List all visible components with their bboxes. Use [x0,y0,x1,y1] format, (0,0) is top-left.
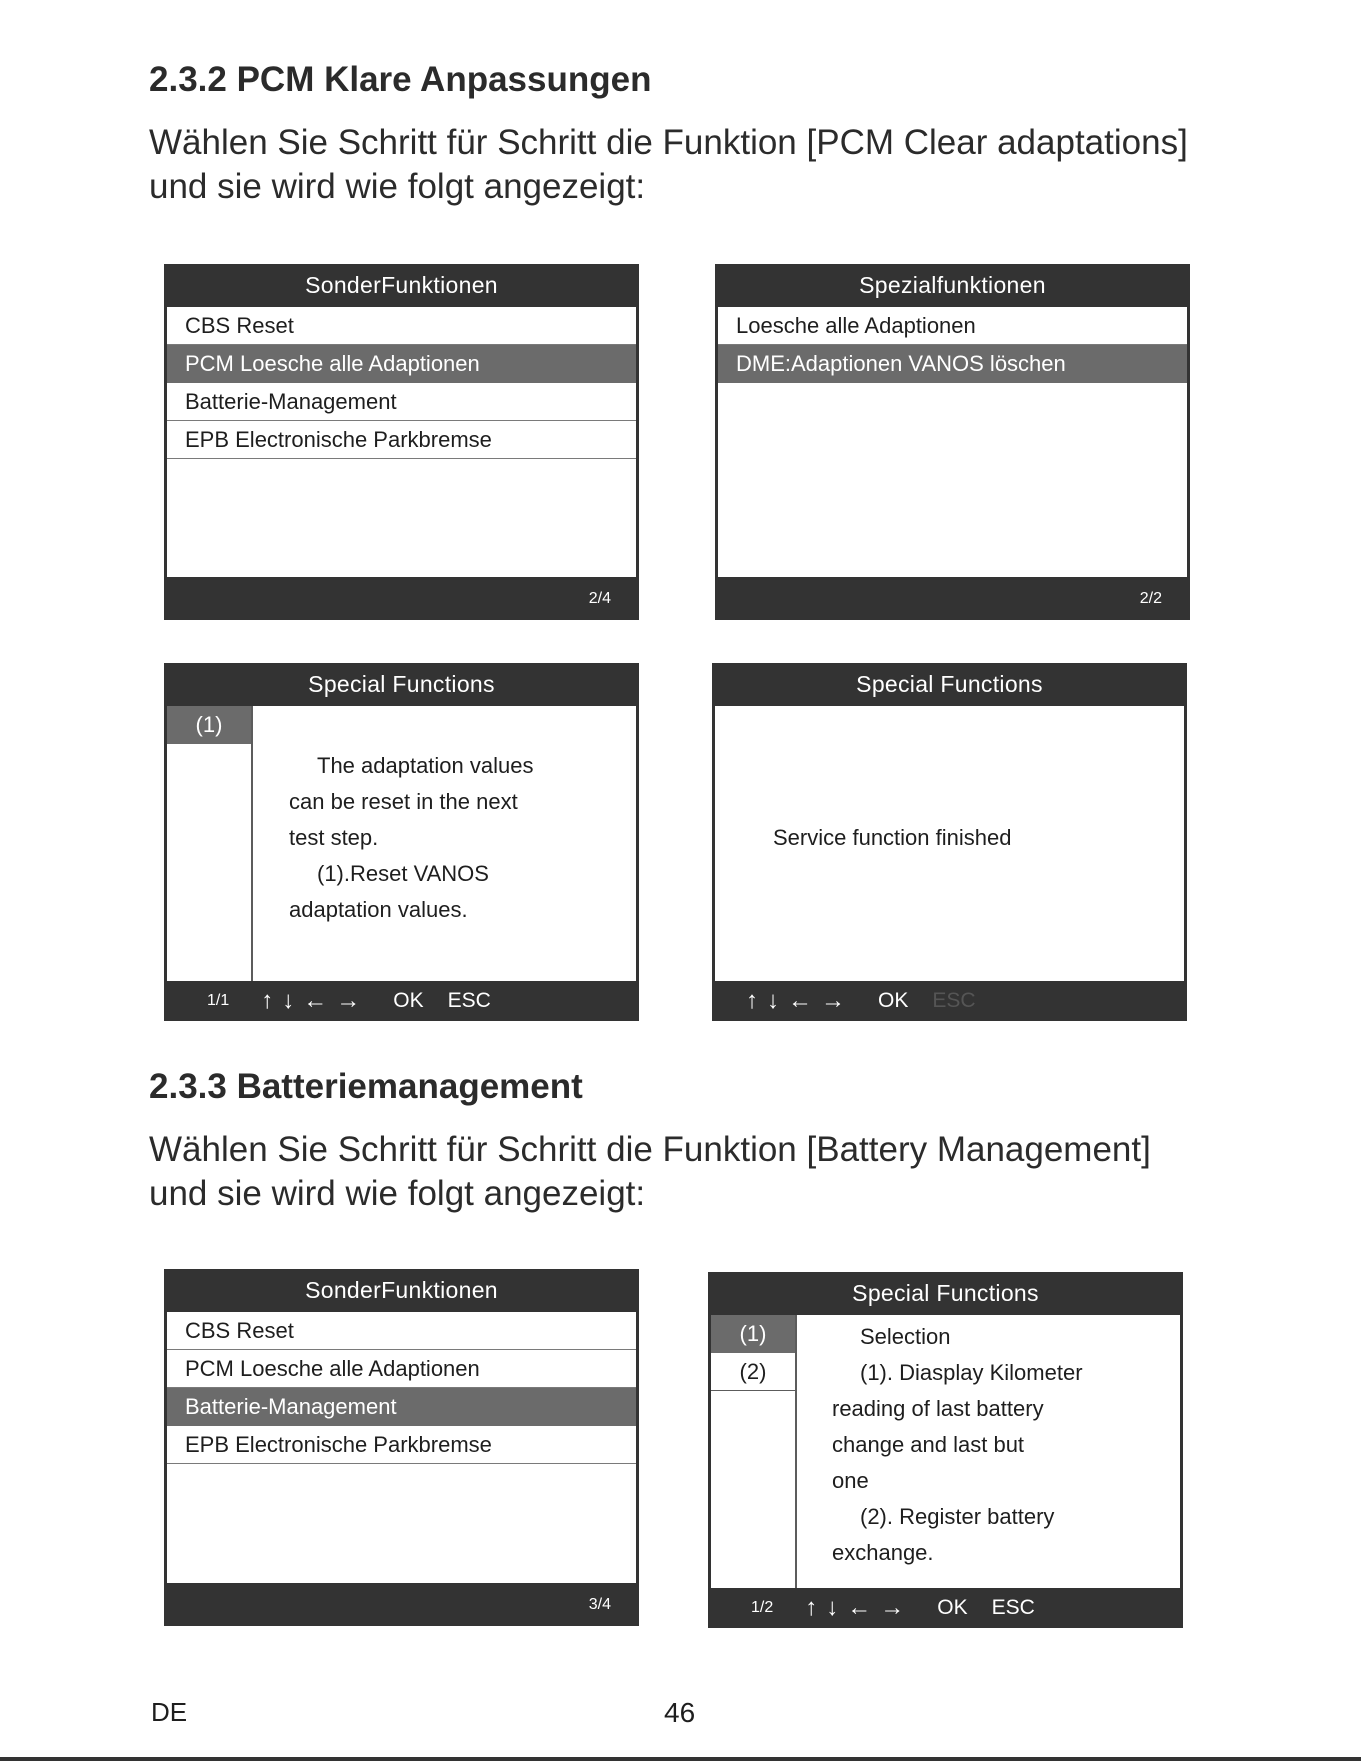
screen-body [167,307,636,577]
message-line: reading of last battery [832,1396,1044,1421]
bottom-divider [0,1757,1361,1761]
section-heading-battery: 2.3.3 Batteriemanagement [149,1067,583,1106]
screen-body [167,1312,636,1583]
ok-button[interactable]: OK [393,989,424,1012]
option-1[interactable]: (1) [167,706,251,744]
message-line: (2). Register battery [860,1504,1055,1529]
menu-item-pcm-clear[interactable]: PCM Loesche alle Adaptionen [167,1350,636,1388]
option-1[interactable]: (1) [711,1315,795,1353]
ok-button[interactable]: OK [878,989,909,1012]
section-intro-battery [149,1128,1151,1216]
screen-title: Spezialfunktionen [859,272,1046,298]
section-intro-pcm [149,121,1188,209]
message-text [832,1319,1083,1571]
page-indicator: 2/2 [1139,590,1162,607]
page-indicator: 1/2 [751,1599,774,1616]
esc-button[interactable]: ESC [932,989,976,1012]
message-line: exchange. [832,1540,934,1565]
screen-body [167,706,636,981]
page-number: 46 [664,1697,696,1728]
screen-body [718,307,1187,577]
screen-footer [164,580,639,620]
screen-title: SonderFunktionen [305,1277,498,1303]
arrow-up-icon[interactable]: ↑ [746,987,758,1014]
menu-item-clear-all-adaptations[interactable]: Loesche alle Adaptionen [718,307,1187,345]
menu-item-cbs-reset[interactable]: CBS Reset [167,307,636,345]
page-indicator: 3/4 [588,1596,611,1613]
message-line: (1).Reset VANOS [317,861,489,886]
screen-body [715,706,1184,981]
screen-footer [164,1586,639,1626]
arrow-right-icon[interactable]: → [821,987,845,1014]
option-2[interactable]: (2) [711,1353,795,1391]
esc-button[interactable]: ESC [447,989,491,1012]
arrow-up-icon[interactable]: ↑ [261,987,274,1014]
arrow-left-icon[interactable]: ← [847,1594,872,1621]
ok-button[interactable]: OK [937,1596,968,1619]
screen-title: SonderFunktionen [305,272,498,298]
menu-item-pcm-clear[interactable]: PCM Loesche alle Adaptionen [167,345,636,383]
nav-controls [746,981,976,1021]
screen-footer [164,981,639,1021]
page-indicator: 1/1 [207,992,230,1009]
message-line: test step. [289,825,379,850]
screen-title: Special Functions [308,671,495,697]
nav-controls [207,981,491,1021]
intro-line: Wählen Sie Schritt für Schritt die Funktion [Battery Management] [149,1130,1151,1169]
menu-item-epb[interactable]: EPB Electronische Parkbremse [167,1426,636,1464]
screen-sonderfunktionen-pcm [164,264,639,620]
option-column [711,1315,797,1588]
screen-special-functions-battery [708,1272,1183,1628]
message-line: can be reset in the next [289,789,518,814]
intro-line: und sie wird wie folgt angezeigt: [149,1174,646,1213]
arrow-right-icon[interactable]: → [880,1594,905,1621]
screen-footer [712,981,1187,1021]
arrow-left-icon[interactable]: ← [303,987,328,1014]
message-text [289,748,534,928]
arrow-up-icon[interactable]: ↑ [805,1594,818,1621]
message-text [773,820,1011,856]
message-line: (1). Diasplay Kilometer [860,1360,1083,1385]
page-indicator: 2/4 [588,590,611,607]
screen-sonderfunktionen-battery [164,1269,639,1626]
screen-body [711,1315,1180,1588]
screen-title: Special Functions [856,671,1043,697]
screen-footer [715,580,1190,620]
language-label: DE [151,1697,188,1727]
arrow-left-icon[interactable]: ← [788,987,812,1014]
esc-button[interactable]: ESC [991,1596,1035,1619]
message-line: one [832,1468,869,1493]
menu-item-epb[interactable]: EPB Electronische Parkbremse [167,421,636,459]
option-column [167,706,253,981]
menu-item-battery-management[interactable]: Batterie-Management [167,383,636,421]
arrow-right-icon[interactable]: → [336,987,361,1014]
message-line: change and last but [832,1432,1025,1457]
section-heading-pcm: 2.3.2 PCM Klare Anpassungen [149,60,652,99]
menu-item-battery-management[interactable]: Batterie-Management [167,1388,636,1426]
menu-item-cbs-reset[interactable]: CBS Reset [167,1312,636,1350]
message-line: The adaptation values [317,753,534,778]
arrow-down-icon[interactable]: ↓ [282,987,295,1014]
arrow-down-icon[interactable]: ↓ [826,1594,839,1621]
intro-line: und sie wird wie folgt angezeigt: [149,167,646,206]
message-line: adaptation values. [289,897,468,922]
message-line: Selection [860,1324,951,1349]
message-line: Service function finished [773,825,1012,850]
screen-footer [708,1588,1183,1628]
intro-line: Wählen Sie Schritt für Schritt die Funktion [PCM Clear adaptations] [149,123,1188,162]
screen-title: Special Functions [852,1280,1039,1306]
arrow-down-icon[interactable]: ↓ [767,987,779,1014]
nav-controls [751,1588,1035,1628]
menu-item-dme-vanos[interactable]: DME:Adaptionen VANOS löschen [718,345,1187,383]
screen-special-functions-vanos [164,663,639,1021]
screen-service-finished [712,663,1187,1021]
screen-spezialfunktionen [715,264,1190,620]
